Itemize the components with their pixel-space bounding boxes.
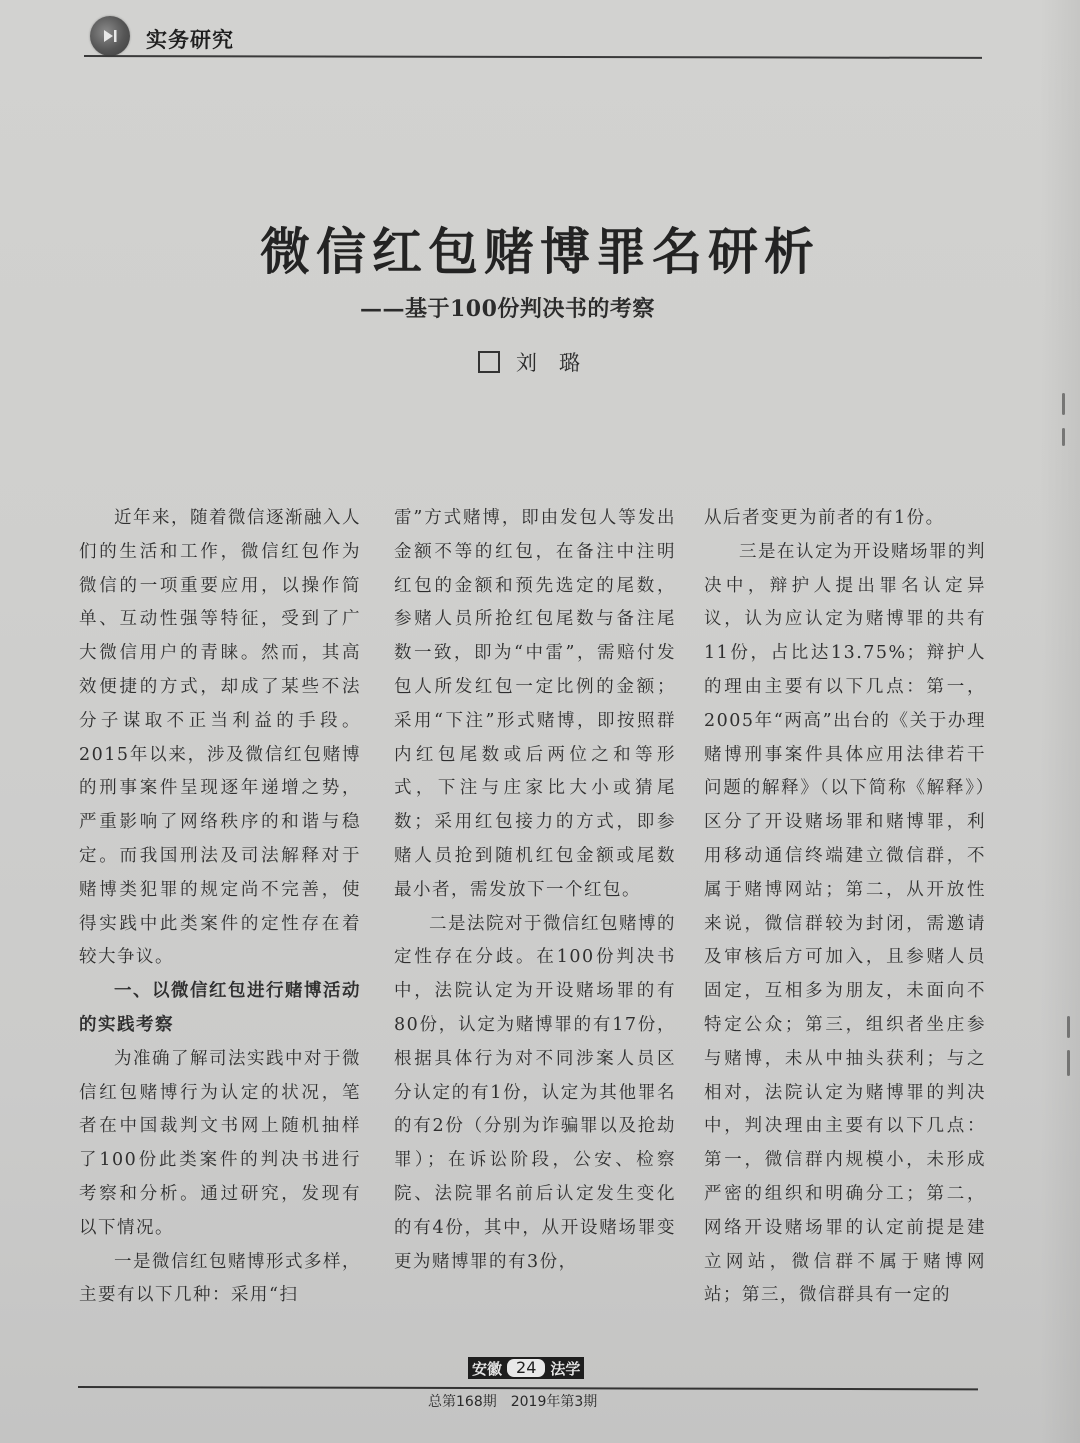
binding-mark (1067, 1050, 1070, 1076)
footer-rule (78, 1386, 978, 1390)
paragraph: 三是在认定为开设赌场罪的判决中，辩护人提出罪名认定异议，认为应认定为赌博罪的共有11份，占比达13.75%；辩护人的理由主要有以下几点：第一，2005年“两高”出台的《关于办理赌博刑事案件具体应用法律若干问题的解释》（以下简称《解释》）区分了开设赌场罪和赌博罪，利用移动通信终端建立微信群，不属于赌博网站；第二，从开放性来说，微信群较为封闭，需邀请及审核后方可加入，且参赌人员固定，互相多为朋友，未面向不特定公众；第三，组织者坐庄参与赌博，未从中抽头获利；与之相对，法院认定为赌博罪的判决中，判决理由主要有以下几点：第一，微信群内规模小，未形成严密的组织和明确分工；第二，网络开设赌场罪的认定前提是建立网站，微信群不属于赌博网站；第三，微信群具有一定的 (704, 541, 986, 1306)
total-issue: 总第168期 (428, 1394, 497, 1410)
text-column-2 (394, 502, 676, 1279)
issue-number: 2019年第3期 (510, 1394, 598, 1410)
section-heading: 一、以微信红包进行赌博活动的实践考察 (79, 981, 361, 1035)
play-glyph-icon (100, 26, 120, 46)
paragraph: 为准确了解司法实践中对于微信红包赌博行为认定的状况，笔者在中国裁判文书网上随机抽样了100份此类案件的判决书进行考察和分析。通过研究，发现有以下情况。 (79, 1048, 361, 1238)
article-subtitle: ——基于100份判决书的考察 (360, 296, 655, 322)
paragraph: 一是微信红包赌博形式多样，主要有以下几种：采用“扫 (79, 1251, 361, 1306)
author-marker-box (478, 351, 500, 373)
paragraph: 近年来，随着微信逐渐融入人们的生活和工作，微信红包作为微信的一项重要应用，以操作简单、互动性强等特征，受到了广大微信用户的青睐。然而，其高效便捷的方式，却成了某些不法分子谋取不正当利益的手段。2015年以来，涉及微信红包赌博的刑事案件呈现逐年递增之势，严重影响了网络秩序的和谐与稳定。而我国刑法及司法解释对于赌博类犯罪的规定尚不完善，使得实践中此类案件的定性存在着较大争议。 (79, 508, 361, 968)
issue-info (428, 1391, 597, 1411)
running-head (90, 14, 234, 58)
paragraph: 二是法院对于微信红包赌博的定性存在分歧。在100份判决书中，法院认定为开设赌场罪的有80份，认定为赌博罪的有17份，根据具体行为对不同涉案人员区分认定的有1份，认定为其他罪名的有2份（分别为诈骗罪以及抢劫罪）；在诉讼阶段，公安、检察院、法院罪名前后认定发生变化的有4份，其中，从开设赌场罪变更为赌博罪的有3份， (394, 913, 676, 1272)
byline (478, 347, 602, 377)
section-label: 实务研究 (146, 28, 234, 52)
binding-mark (1062, 428, 1065, 446)
binding-mark (1067, 1016, 1070, 1038)
author-name: 刘璐 (516, 351, 602, 375)
text-column-1 (79, 502, 361, 1313)
paragraph-continued: 雷”方式赌博，即由发包人等发出金额不等的红包，在备注中注明红包的金额和预先选定的尾数，参赌人员所抢红包尾数与备注尾数一致，即为“中雷”，需赔付发包人所发红包一定比例的金额；采用“下注”形式赌博，即按照群内红包尾数或后两位之和等形式，下注与庄家比大小或猜尾数；采用红包接力的方式，即参赌人员抢到随机红包金额或尾数最小者，需发放下一个红包。 (394, 508, 676, 900)
header-rule (84, 55, 982, 59)
text-column-3 (704, 502, 986, 1313)
play-circle-icon (90, 16, 130, 56)
journal-name-right: 法学 (550, 1359, 581, 1378)
journal-folio (468, 1357, 584, 1379)
binding-mark (1062, 393, 1065, 415)
journal-name-left: 安徽 (472, 1359, 503, 1378)
page-number: 24 (507, 1359, 545, 1377)
paragraph-continued: 从后者变更为前者的有1份。 (704, 508, 945, 528)
article-title: 微信红包赌博罪名研析 (260, 223, 820, 281)
